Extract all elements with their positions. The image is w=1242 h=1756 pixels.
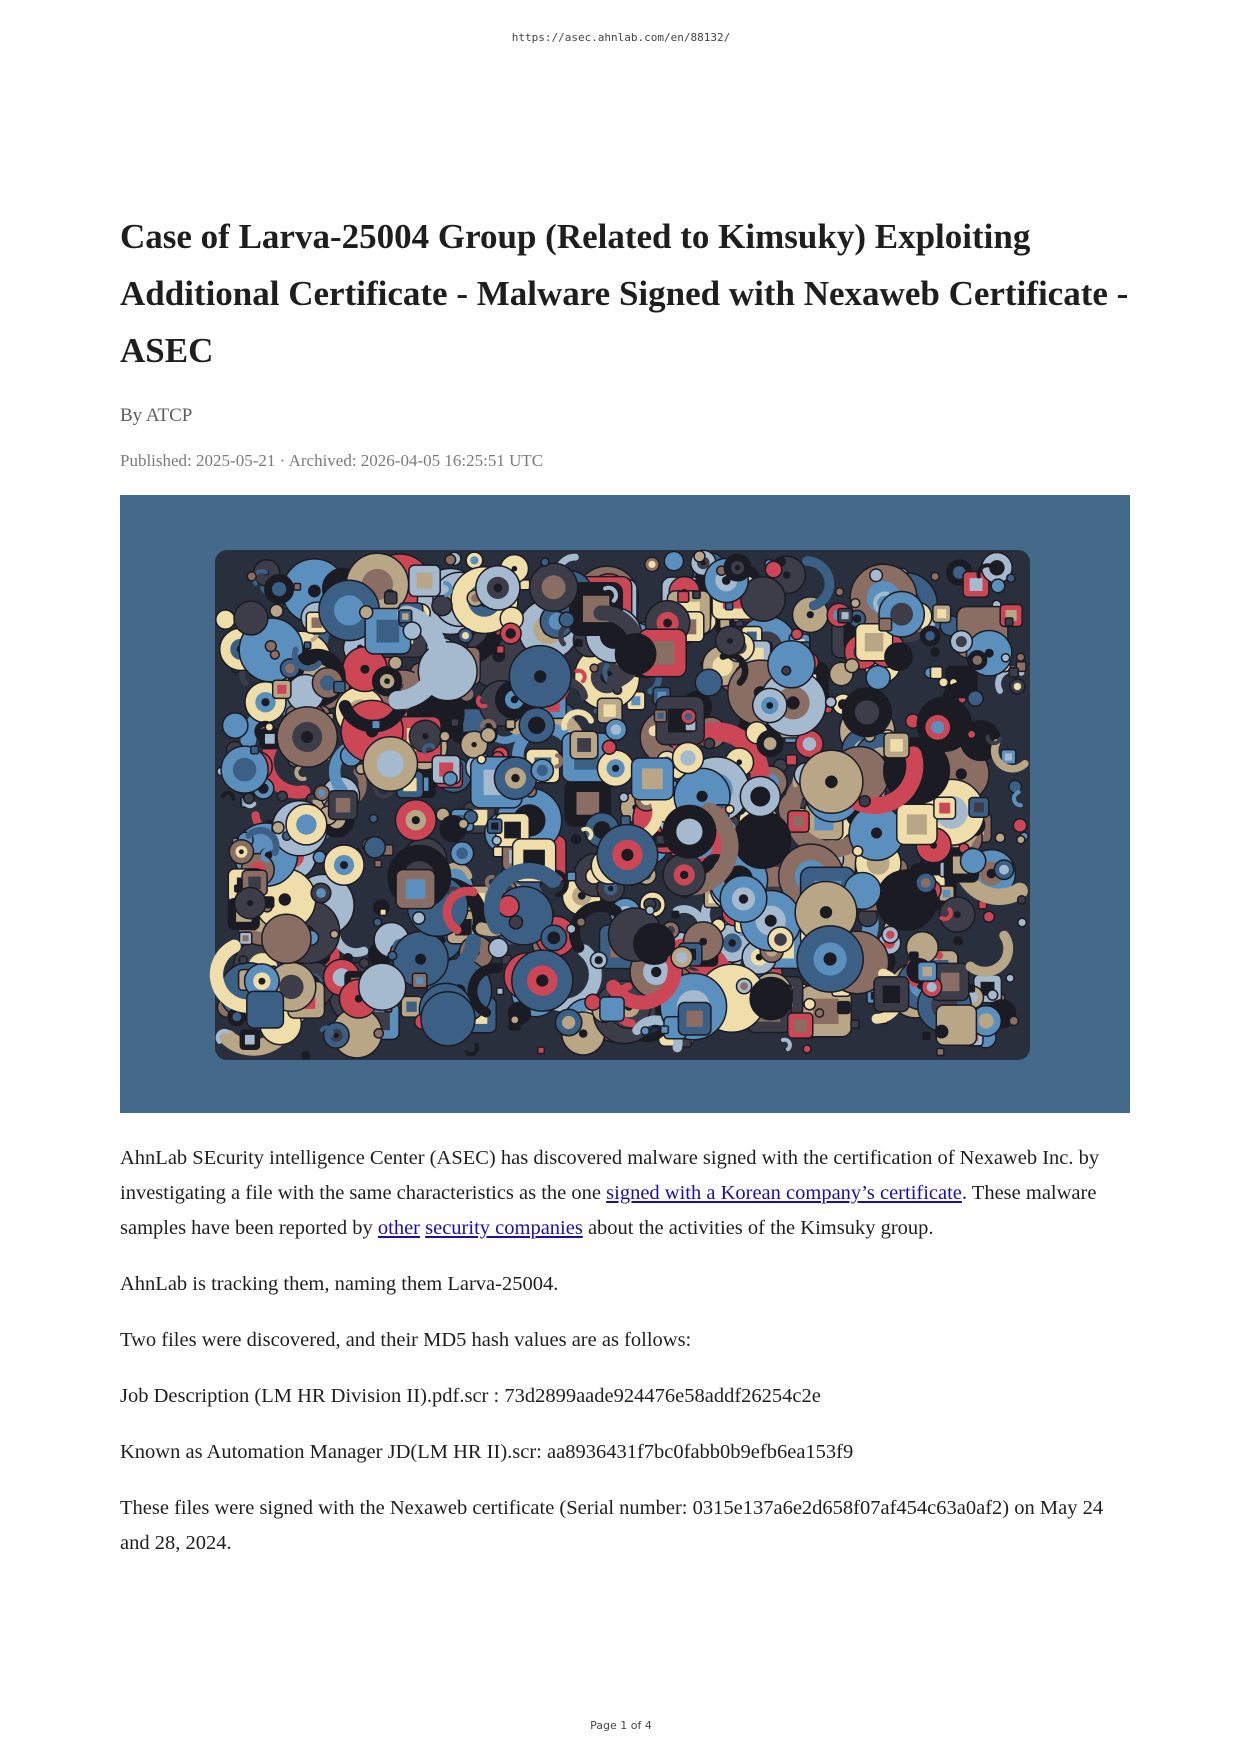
article-meta: Published: 2025-05-21 · Archived: 2026-04-05 16:25:51 UTC (120, 451, 544, 470)
article-body (120, 1141, 1130, 1561)
link-other[interactable]: other (377, 1217, 420, 1239)
link-korean-certificate[interactable]: signed with a Korean company’s certificate (606, 1182, 962, 1204)
intro-text-4: about the activities of the Kimsuky group. (582, 1217, 934, 1239)
article (120, 208, 1130, 1582)
article-byline: By ATCP (120, 405, 193, 426)
paragraph-signed: These files were signed with the Nexaweb certificate (Serial number: 0315e137a6e2d658f07af454c63a0af2) on May 24 and 28, 2024. (120, 1497, 1104, 1554)
page-number: Page 1 of 4 (590, 1719, 652, 1732)
paragraph-intro (120, 1141, 1130, 1246)
hero-image (120, 495, 1130, 1113)
paragraph-files-intro: Two files were discovered, and their MD5 hash values are as follows: (120, 1329, 692, 1351)
article-title: Case of Larva-25004 Group (Related to Kimsuky) Exploiting Additional Certificate - Malware Signed with Nexaweb Certificate - ASEC (120, 217, 1129, 370)
page-url: https://asec.ahnlab.com/en/88132/ (511, 31, 731, 44)
paragraph-tracking: AhnLab is tracking them, naming them Larva-25004. (120, 1273, 559, 1295)
paragraph-hash-2: Known as Automation Manager JD(LM HR II).scr: aa8936431f7bc0fabb0b9efb6ea153f9 (120, 1441, 854, 1463)
abstract-pattern-image (120, 495, 1130, 1113)
paragraph-hash-1: Job Description (LM HR Division II).pdf.scr : 73d2899aade924476e58addf26254c2e (120, 1385, 821, 1407)
intro-text-2: . These malware samples have been reported by (120, 1182, 1097, 1239)
link-security-companies[interactable]: security companies (425, 1217, 583, 1239)
intro-text-1: AhnLab SEcurity intelligence Center (ASEC) has discovered malware signed with the certification of Nexaweb Inc. by investigating a file with the same characteristics as the one (120, 1147, 1100, 1204)
